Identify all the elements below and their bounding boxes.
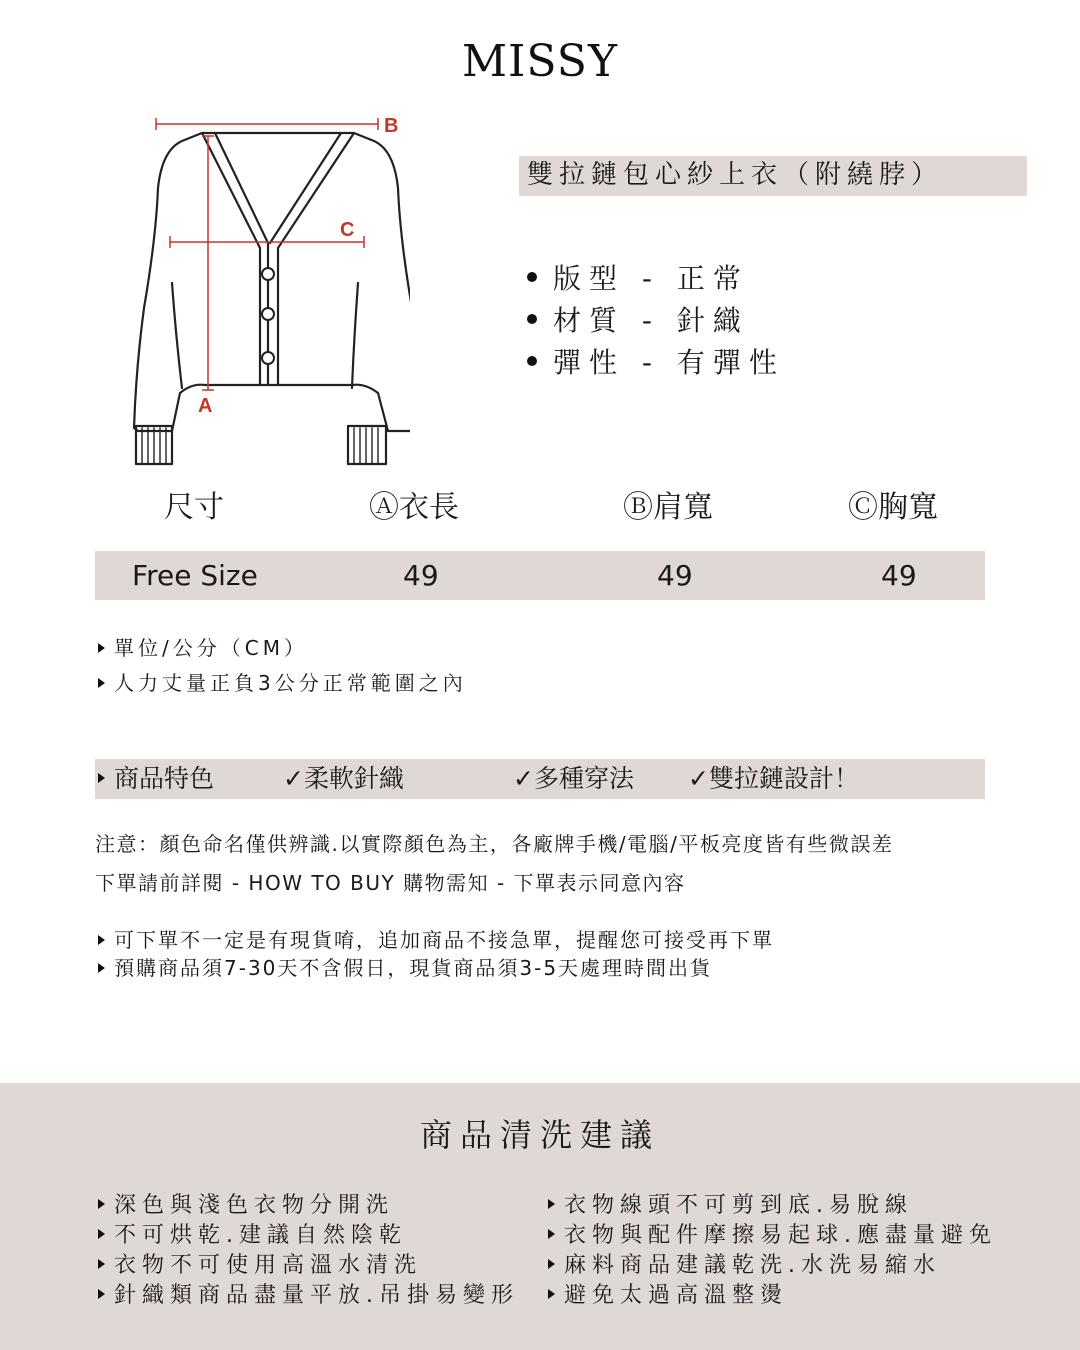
wash-list-left bbox=[98, 1191, 519, 1311]
wash-item: 針織類商品盡量平放.吊掛易變形 bbox=[98, 1281, 519, 1311]
brand-logo: MISSY bbox=[462, 36, 618, 87]
features-label: 商品特色 bbox=[98, 759, 214, 799]
wash-item: 衣物不可使用高溫水清洗 bbox=[98, 1251, 519, 1281]
order-note: 預購商品須7-30天不含假日，現貨商品須3-5天處理時間出貨 bbox=[98, 952, 712, 981]
wash-list-right bbox=[548, 1191, 997, 1311]
shoulder-header: Ⓑ肩寬 bbox=[623, 490, 713, 525]
chest-value: 49 bbox=[881, 559, 917, 592]
garment-outline bbox=[134, 133, 410, 431]
bullet-dot-icon bbox=[527, 314, 537, 324]
size-note: 單位/公分（CM） bbox=[98, 632, 308, 661]
button bbox=[262, 268, 274, 280]
product-title: 雙拉鏈包心紗上衣（附繞脖） bbox=[527, 160, 944, 190]
cardigan-diagram bbox=[120, 108, 410, 478]
triangle-bullet-icon bbox=[548, 1199, 555, 1209]
triangle-bullet-icon bbox=[98, 963, 105, 973]
triangle-bullet-icon bbox=[548, 1229, 555, 1239]
wash-item: 衣物與配件摩擦易起球.應盡量避免 bbox=[548, 1221, 997, 1251]
wash-item: 麻料商品建議乾洗.水洗易縮水 bbox=[548, 1251, 997, 1281]
wash-title: 商品清洗建議 bbox=[419, 1116, 660, 1154]
feature-item: ✓雙拉鏈設計！ bbox=[688, 764, 859, 793]
label-a: A bbox=[198, 395, 213, 417]
wash-item: 避免太過高溫整燙 bbox=[548, 1281, 997, 1311]
spec-item: 版型 - 正常 bbox=[527, 258, 785, 300]
triangle-bullet-icon bbox=[98, 1259, 105, 1269]
button bbox=[262, 308, 274, 320]
triangle-bullet-icon bbox=[98, 1199, 105, 1209]
feature-item: ✓多種穿法 bbox=[513, 764, 634, 793]
triangle-bullet-icon bbox=[98, 678, 105, 688]
caution-text: 注意：顏色命名僅供辨識.以實際顏色為主，各廠牌手機/電腦/平板亮度皆有些微誤差 bbox=[95, 832, 894, 856]
spec-item: 材質 - 針織 bbox=[527, 300, 785, 342]
triangle-bullet-icon bbox=[98, 935, 105, 945]
feature-item: ✓柔軟針織 bbox=[283, 764, 404, 793]
shoulder-value: 49 bbox=[657, 559, 693, 592]
order-note: 可下單不一定是有現貨唷，追加商品不接急單，提醒您可接受再下單 bbox=[98, 924, 774, 953]
size-note: 人力丈量正負3公分正常範圍之內 bbox=[98, 667, 467, 696]
triangle-bullet-icon bbox=[98, 773, 105, 783]
bullet-dot-icon bbox=[527, 356, 537, 366]
wash-item: 衣物線頭不可剪到底.易脫線 bbox=[548, 1191, 997, 1221]
length-header: Ⓐ衣長 bbox=[369, 490, 459, 525]
size-header: 尺寸 bbox=[164, 490, 224, 525]
size-value: Free Size bbox=[132, 559, 258, 592]
how-to-buy-text: 下單請前詳閱 - HOW TO BUY 購物需知 - 下單表示同意內容 bbox=[95, 871, 686, 895]
spec-item: 彈性 - 有彈性 bbox=[527, 342, 785, 384]
triangle-bullet-icon bbox=[548, 1289, 555, 1299]
triangle-bullet-icon bbox=[98, 643, 105, 653]
wash-item: 深色與淺色衣物分開洗 bbox=[98, 1191, 519, 1221]
bullet-dot-icon bbox=[527, 272, 537, 282]
triangle-bullet-icon bbox=[98, 1289, 105, 1299]
button bbox=[262, 352, 274, 364]
chest-header: Ⓒ胸寬 bbox=[848, 490, 938, 525]
label-c: C bbox=[340, 219, 355, 241]
triangle-bullet-icon bbox=[548, 1259, 555, 1269]
wash-item: 不可烘乾.建議自然陰乾 bbox=[98, 1221, 519, 1251]
spec-list bbox=[527, 258, 785, 384]
label-b: B bbox=[384, 115, 399, 137]
length-value: 49 bbox=[403, 559, 439, 592]
triangle-bullet-icon bbox=[98, 1229, 105, 1239]
